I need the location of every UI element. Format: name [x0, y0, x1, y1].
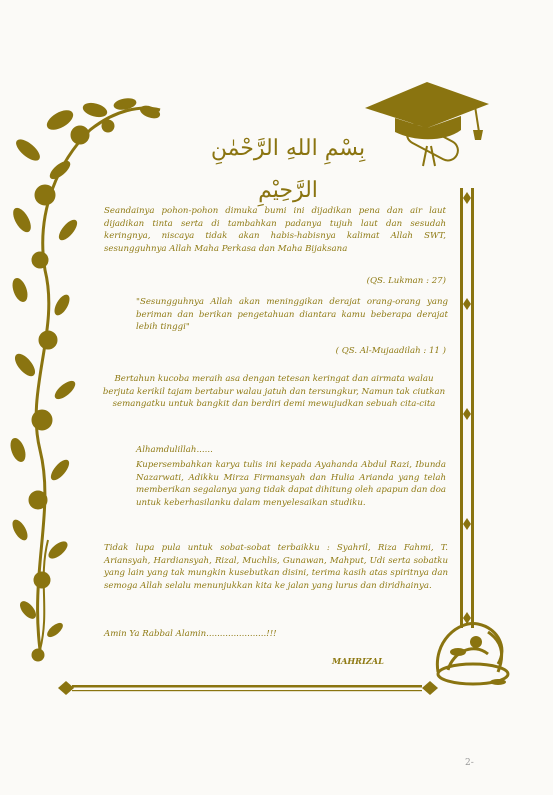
page-number: 2-	[465, 758, 474, 768]
verse-line: keringnya, niscaya tidak akan habis-habisnya kalimat Allah SWT,	[104, 231, 446, 242]
reference-lukman: (QS. Lukman : 27)	[366, 276, 446, 286]
bottom-border-ornament	[58, 680, 438, 696]
friends-paragraph: Tidak lupa pula untuk sobat-sobat terbaikku : Syahril, Riza Fahmi, T. Ariansyah, Hardiansyah, Rizal, Muchlis, Gunawan, Mahput, Udi serta sobatku yang lain yang tak mungkin kusebutkan disini, terima kasih atas spiritnya dan semoga Allah selalu menunjukkan kita ke jalan yang lurus dan diridhainya.	[104, 543, 448, 591]
quran-verse-paragraph	[104, 205, 446, 255]
verse-line: Seandainya pohon-pohon dimuka bumi ini dijadikan pena dan air laut	[104, 206, 446, 216]
bismillah-calligraphy: بِسْمِ اللهِ الرَّحْمٰنِ الرَّحِيْمِ	[210, 136, 366, 203]
right-border-ornament	[456, 188, 478, 628]
dedication-paragraph: Kupersembahkan karya tulis ini kepada Ayahanda Abdul Razi, Ibunda Nazarwati, Adikku Mirza Firmansyah dan Hulia Arianda yang telah memberikan segalanya yang tidak dapat dihitung oleh apapun dan doa untuk keberhasilanku dalam menyelesaikan studiku.	[136, 460, 446, 508]
verse-line: dijadikan tinta serta di tambahkan padanya tujuh laut dan sesudah	[104, 218, 446, 229]
closing-prayer: Amin Ya Rabbal Alamin......................!!!	[104, 629, 277, 639]
author-signature: MAHRIZAL	[332, 656, 384, 666]
quote-mujaadilah: "Sesungguhnya Allah akan meninggikan derajat orang-orang yang beriman dan berikan pengetahuan diantara kamu beberapa derajat lebih tinggi"	[136, 297, 448, 333]
verse-line: sesungguhnya Allah Maha Perkasa dan Maha Bijaksana	[104, 243, 348, 254]
alhamdulillah-line: Alhamdulillah......	[136, 445, 213, 455]
struggle-paragraph: Bertahun kucoba meraih asa dengan tetesan keringat dan airmata walau berjuta kerikil tajam bertabur walau jatuh dan tersungkur, Namun tak ciutkan semangatku untuk bangkit dan berdiri demi mewujudkan sebuah cita-cita	[102, 374, 446, 410]
cap-emblem-ornament	[428, 612, 518, 690]
reference-mujaadilah: ( QS. Al-Mujaadilah : 11 )	[335, 346, 446, 356]
diploma-scroll-icon	[395, 118, 470, 173]
